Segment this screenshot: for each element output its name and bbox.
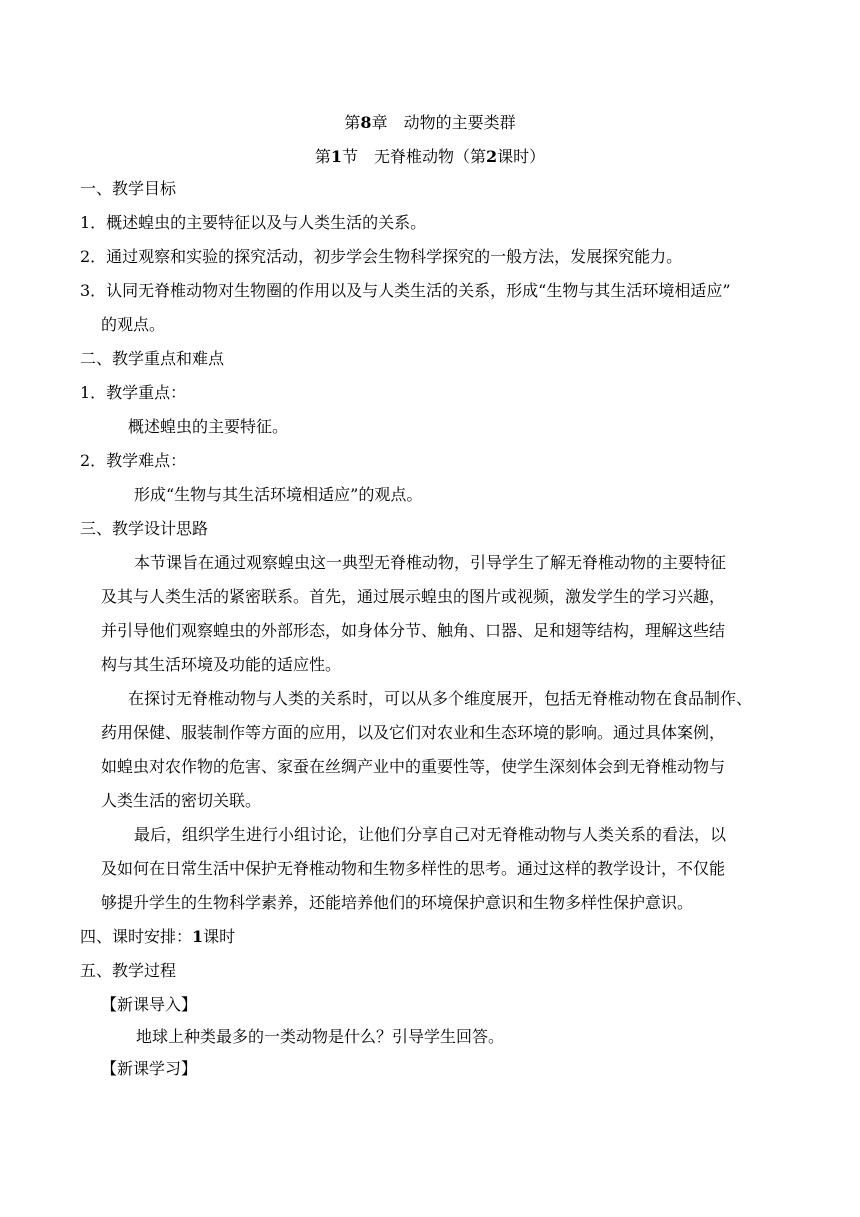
design-paragraph-2-line-4: 人类生活的密切关联。 — [101, 791, 262, 810]
chapter-title: 第8章 动物的主要类群 — [344, 113, 516, 132]
design-paragraph-3-line-3: 够提升学生的生物科学素养，还能培养他们的环境保护意识和生物多样性保护意识。 — [101, 893, 694, 912]
key-point-label: 1．教学重点： — [80, 383, 187, 402]
difficulty-text: 形成“生物与其生活环境相适应”的观点。 — [134, 485, 423, 504]
objective-1: 1．概述蝗虫的主要特征以及与人类生活的关系。 — [80, 213, 427, 232]
new-lesson-learning-label: 【新课学习】 — [101, 1059, 198, 1078]
heading-lesson-schedule: 四、课时安排：1课时 — [80, 927, 236, 946]
design-paragraph-2-line-2: 药用保健、服装制作等方面的应用，以及它们对农业和生态环境的影响。通过具体案例， — [101, 723, 726, 742]
design-paragraph-1-line-4: 构与其生活环境及功能的适应性。 — [101, 655, 342, 674]
design-paragraph-3-line-1: 最后，组织学生进行小组讨论，让他们分享自己对无脊椎动物与人类关系的看法，以 — [134, 825, 727, 844]
objective-3: 3．认同无脊椎动物对生物圈的作用以及与人类生活的关系，形成“生物与其生活环境相适应” — [80, 281, 731, 300]
design-paragraph-2-line-3: 如蝗虫对农作物的危害、家蚕在丝绸产业中的重要性等，使学生深刻体会到无脊椎动物与 — [101, 757, 726, 776]
heading-design-idea: 三、教学设计思路 — [80, 519, 209, 538]
section-title: 第1节 无脊椎动物（第2课时） — [314, 147, 546, 166]
heading-key-points: 二、教学重点和难点 — [80, 349, 225, 368]
design-paragraph-1-line-2: 及其与人类生活的紧密联系。首先，通过展示蝗虫的图片或视频，激发学生的学习兴趣， — [101, 587, 726, 606]
design-paragraph-2-line-1: 在探讨无脊椎动物与人类的关系时，可以从多个维度展开，包括无脊椎动物在食品制作、 — [128, 689, 753, 708]
objective-3-continued: 的观点。 — [101, 315, 166, 334]
design-paragraph-1-line-1: 本节课旨在通过观察蝗虫这一典型无脊椎动物，引导学生了解无脊椎动物的主要特征 — [134, 553, 727, 572]
heading-teaching-process: 五、教学过程 — [80, 961, 177, 980]
design-paragraph-1-line-3: 并引导他们观察蝗虫的外部形态，如身体分节、触角、口器、足和翅等结构，理解这些结 — [101, 621, 726, 640]
new-lesson-intro-label: 【新课导入】 — [101, 995, 198, 1014]
design-paragraph-3-line-2: 及如何在日常生活中保护无脊椎动物和生物多样性的思考。通过这样的教学设计，不仅能 — [101, 859, 726, 878]
difficulty-label: 2．教学难点： — [80, 451, 187, 470]
heading-teaching-objectives: 一、教学目标 — [80, 179, 177, 198]
key-point-text: 概述蝗虫的主要特征。 — [128, 417, 289, 436]
new-lesson-intro-text: 地球上种类最多的一类动物是什么？引导学生回答。 — [136, 1027, 505, 1046]
objective-2: 2．通过观察和实验的探究活动，初步学会生物科学探究的一般方法，发展探究能力。 — [80, 247, 683, 266]
